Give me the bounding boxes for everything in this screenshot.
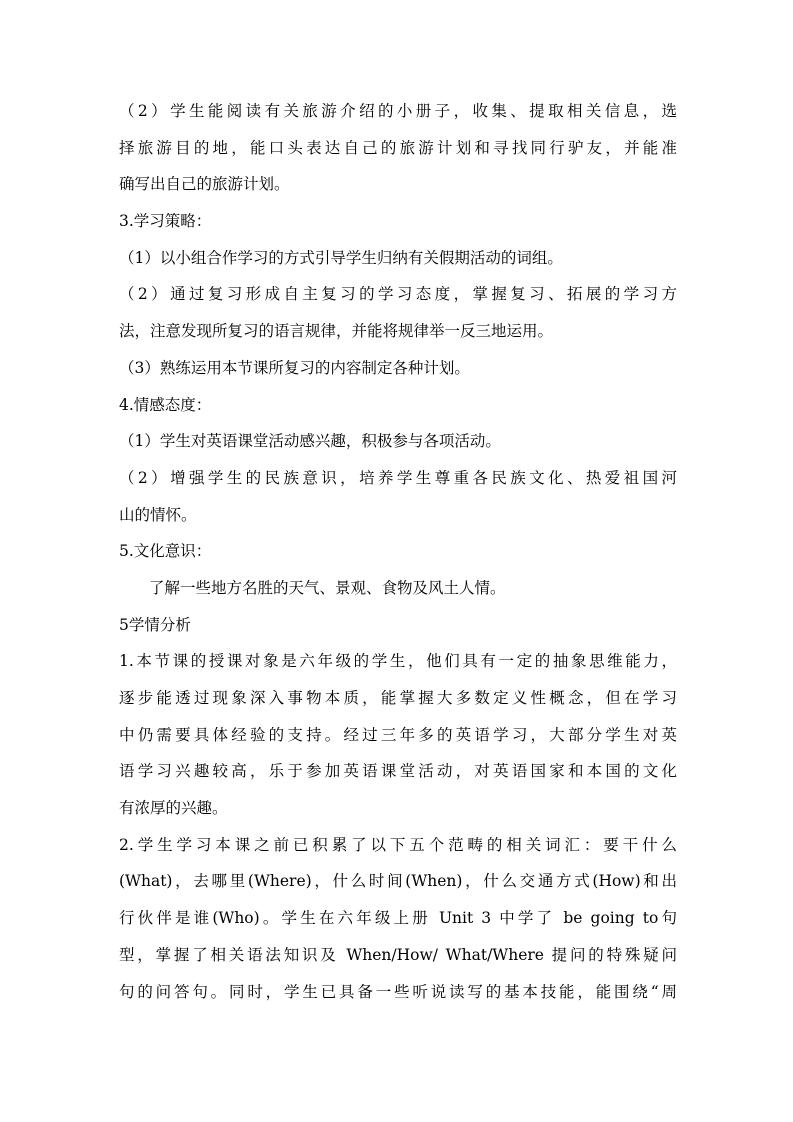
text-line: 型，掌握了相关语法知识及 When/How/ What/Where 提问的特殊疑问 [119,945,677,964]
text-line: 确写出自己的旅游计划。 [119,175,290,194]
text-line: 语学习兴趣较高，乐于参加英语课堂活动，对英语国家和本国的文化 [119,762,677,781]
text-line: （2）增强学生的民族意识，培养学生尊重各民族文化、热爱祖国河 [119,468,677,487]
text-line: （1）学生对英语课堂活动感兴趣，积极参与各项活动。 [119,432,501,451]
text-line: 中仍需要具体经验的支持。经过三年多的英语学习，大部分学生对英 [119,725,677,744]
text-line: 择旅游目的地，能口头表达自己的旅游计划和寻找同行驴友，并能准 [119,138,677,157]
text-line: （3）熟练运用本节课所复习的内容制定各种计划。 [119,358,470,377]
text-line: 句的问答句。同时，学生已具备一些听说读写的基本技能，能围绕“周 [119,982,677,1001]
text-line: （2）学生能阅读有关旅游介绍的小册子，收集、提取相关信息，选 [119,102,677,120]
text-line: 有浓厚的兴趣。 [119,799,228,818]
text-line: 法，注意发现所复习的语言规律，并能将规律举一反三地运用。 [119,322,554,341]
text-line: 1.本节课的授课对象是六年级的学生，他们具有一定的抽象思维能力， [119,652,677,671]
section-heading: 3.学习策略： [119,212,212,231]
section-heading: 4.情感态度： [119,395,212,414]
text-line: （1）以小组合作学习的方式引导学生归纳有关假期活动的词组。 [119,248,563,267]
text-line: (What)，去哪里(Where)，什么时间(When)，什么交通方式(How)和出 [119,872,677,891]
text-line: 逐步能透过现象深入事物本质，能掌握大多数定义性概念，但在学习 [119,689,677,707]
section-heading: 5.文化意识： [119,542,212,561]
text-line: 行伙伴是谁(Who)。学生在六年级上册 Unit 3 中学了 be going to句 [119,909,677,928]
text-line: 了解一些地方名胜的天气、景观、食物及风土人情。 [149,578,506,597]
text-line: （2）通过复习形成自主复习的学习态度，掌握复习、拓展的学习方 [119,285,677,304]
text-line: 山的情怀。 [119,505,197,524]
section-heading: 5学情分析 [119,615,191,634]
document-body [119,93,677,1010]
text-line: 2.学生学习本课之前已积累了以下五个范畴的相关词汇：要干什么 [119,835,677,854]
